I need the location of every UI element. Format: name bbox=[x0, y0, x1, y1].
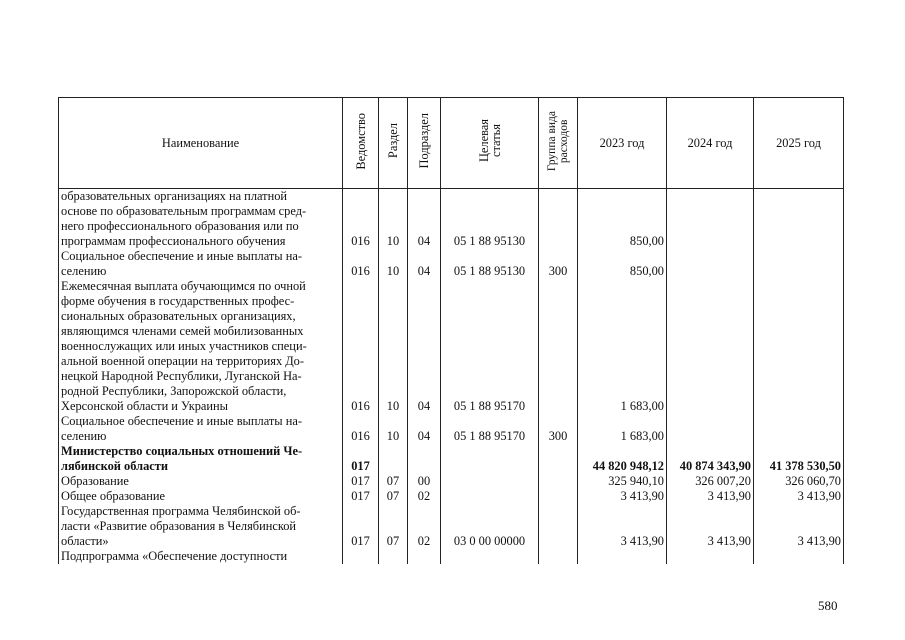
cell-name bbox=[59, 249, 343, 279]
cell-razdel: 10 bbox=[379, 249, 408, 279]
cell-name bbox=[59, 414, 343, 444]
cell-name bbox=[59, 504, 343, 549]
page-number: 580 bbox=[818, 598, 838, 613]
header-razdel: Раздел bbox=[379, 98, 408, 189]
cell-2023: 325 940,10 bbox=[578, 474, 667, 489]
cell-gruppa-vida bbox=[539, 474, 578, 489]
cell-razdel: 10 bbox=[379, 189, 408, 250]
name-line: Министерство социальных отношений Че- bbox=[61, 444, 303, 458]
name-line: образовательных организациях на платной bbox=[61, 189, 288, 203]
cell-2024 bbox=[667, 279, 754, 414]
table-row bbox=[59, 414, 844, 444]
cell-name bbox=[59, 444, 343, 474]
cell-vedomstvo: 017 bbox=[343, 474, 379, 489]
cell-2023 bbox=[578, 549, 667, 564]
cell-celevaya-statya: 05 1 88 95130 bbox=[441, 189, 539, 250]
cell-podrazdel: 04 bbox=[408, 279, 441, 414]
header-vedomstvo: Ведомство bbox=[343, 98, 379, 189]
name-line: военнослужащих или иных участников специ- bbox=[61, 339, 307, 353]
name-line: программам профессионального обучения bbox=[61, 234, 286, 248]
header-2024: 2024 год bbox=[667, 98, 754, 189]
table-row bbox=[59, 504, 844, 549]
cell-name bbox=[59, 549, 343, 564]
table-row bbox=[59, 279, 844, 414]
name-line: Херсонской области и Украины bbox=[61, 399, 229, 413]
cell-vedomstvo bbox=[343, 549, 379, 564]
cell-razdel: 10 bbox=[379, 279, 408, 414]
header-2025: 2025 год bbox=[754, 98, 844, 189]
cell-2023: 1 683,00 bbox=[578, 279, 667, 414]
cell-2025: 326 060,70 bbox=[754, 474, 844, 489]
cell-2025: 41 378 530,50 bbox=[754, 444, 844, 474]
cell-celevaya-statya bbox=[441, 474, 539, 489]
cell-2023: 1 683,00 bbox=[578, 414, 667, 444]
table-body bbox=[59, 189, 844, 565]
name-line: Общее образование bbox=[61, 489, 166, 503]
cell-2023: 850,00 bbox=[578, 249, 667, 279]
cell-vedomstvo: 016 bbox=[343, 279, 379, 414]
table-row bbox=[59, 489, 844, 504]
cell-vedomstvo: 017 bbox=[343, 489, 379, 504]
table-row bbox=[59, 474, 844, 489]
cell-podrazdel: 02 bbox=[408, 489, 441, 504]
name-line: ласти «Развитие образования в Челябинской bbox=[61, 519, 297, 533]
cell-2023: 850,00 bbox=[578, 189, 667, 250]
cell-celevaya-statya: 05 1 88 95130 bbox=[441, 249, 539, 279]
cell-podrazdel: 02 bbox=[408, 504, 441, 549]
cell-vedomstvo: 017 bbox=[343, 504, 379, 549]
table-row bbox=[59, 189, 844, 250]
cell-razdel bbox=[379, 444, 408, 474]
cell-gruppa-vida bbox=[539, 444, 578, 474]
cell-2024 bbox=[667, 414, 754, 444]
cell-celevaya-statya bbox=[441, 444, 539, 474]
cell-razdel: 07 bbox=[379, 504, 408, 549]
cell-2025 bbox=[754, 414, 844, 444]
cell-podrazdel bbox=[408, 549, 441, 564]
cell-name bbox=[59, 279, 343, 414]
header-podrazdel: Подраздел bbox=[408, 98, 441, 189]
cell-vedomstvo: 016 bbox=[343, 414, 379, 444]
cell-gruppa-vida: 300 bbox=[539, 414, 578, 444]
cell-razdel: 07 bbox=[379, 489, 408, 504]
cell-2023: 3 413,90 bbox=[578, 489, 667, 504]
name-line: нецкой Народной Республики, Луганской На- bbox=[61, 369, 302, 383]
name-line: селению bbox=[61, 429, 107, 443]
name-line: Ежемесячная выплата обучающимся по очной bbox=[61, 279, 306, 293]
cell-gruppa-vida bbox=[539, 279, 578, 414]
name-line: сиональных образовательных организациях, bbox=[61, 309, 296, 323]
cell-2025 bbox=[754, 549, 844, 564]
name-line: Подпрограмма «Обеспечение доступности bbox=[61, 549, 288, 563]
cell-celevaya-statya bbox=[441, 489, 539, 504]
name-line: альной военной операции на территориях До- bbox=[61, 354, 305, 368]
cell-name bbox=[59, 474, 343, 489]
cell-2025: 3 413,90 bbox=[754, 489, 844, 504]
table-row bbox=[59, 249, 844, 279]
cell-2024: 40 874 343,90 bbox=[667, 444, 754, 474]
cell-celevaya-statya: 05 1 88 95170 bbox=[441, 279, 539, 414]
name-line: родной Республики, Запорожской области, bbox=[61, 384, 287, 398]
name-line: селению bbox=[61, 264, 107, 278]
cell-celevaya-statya: 03 0 00 00000 bbox=[441, 504, 539, 549]
name-line: него профессионального образования или по bbox=[61, 219, 299, 233]
name-line: Образование bbox=[61, 474, 129, 488]
header-2023: 2023 год bbox=[578, 98, 667, 189]
header-row bbox=[59, 98, 844, 189]
cell-podrazdel: 04 bbox=[408, 414, 441, 444]
cell-vedomstvo: 016 bbox=[343, 249, 379, 279]
name-line: основе по образовательным программам сред- bbox=[61, 204, 307, 218]
name-line: лябинской области bbox=[61, 459, 168, 473]
name-line: области» bbox=[61, 534, 109, 548]
cell-2024: 3 413,90 bbox=[667, 489, 754, 504]
table-row bbox=[59, 549, 844, 564]
cell-gruppa-vida bbox=[539, 189, 578, 250]
header-gruppa-vida-rashodov: Группа вида расходов bbox=[539, 98, 578, 189]
cell-2024 bbox=[667, 189, 754, 250]
cell-2023: 3 413,90 bbox=[578, 504, 667, 549]
cell-celevaya-statya bbox=[441, 549, 539, 564]
cell-name bbox=[59, 189, 343, 250]
cell-name bbox=[59, 489, 343, 504]
cell-podrazdel: 04 bbox=[408, 189, 441, 250]
cell-gruppa-vida bbox=[539, 489, 578, 504]
cell-2025 bbox=[754, 279, 844, 414]
cell-vedomstvo: 017 bbox=[343, 444, 379, 474]
name-line: форме обучения в государственных профес- bbox=[61, 294, 295, 308]
cell-2024 bbox=[667, 249, 754, 279]
cell-celevaya-statya: 05 1 88 95170 bbox=[441, 414, 539, 444]
cell-2024: 326 007,20 bbox=[667, 474, 754, 489]
cell-2023: 44 820 948,12 bbox=[578, 444, 667, 474]
cell-gruppa-vida bbox=[539, 504, 578, 549]
header-celevaya-statya: Целевая статья bbox=[441, 98, 539, 189]
cell-razdel: 10 bbox=[379, 414, 408, 444]
cell-vedomstvo: 016 bbox=[343, 189, 379, 250]
cell-podrazdel bbox=[408, 444, 441, 474]
cell-gruppa-vida bbox=[539, 549, 578, 564]
cell-podrazdel: 04 bbox=[408, 249, 441, 279]
name-line: Социальное обеспечение и иные выплаты на- bbox=[61, 414, 302, 428]
name-line: Социальное обеспечение и иные выплаты на- bbox=[61, 249, 302, 263]
cell-gruppa-vida: 300 bbox=[539, 249, 578, 279]
cell-2024: 3 413,90 bbox=[667, 504, 754, 549]
budget-table bbox=[58, 97, 844, 564]
cell-podrazdel: 00 bbox=[408, 474, 441, 489]
cell-razdel: 07 bbox=[379, 474, 408, 489]
cell-2025: 3 413,90 bbox=[754, 504, 844, 549]
name-line: являющимся членами семей мобилизованных bbox=[61, 324, 304, 338]
cell-2024 bbox=[667, 549, 754, 564]
cell-razdel bbox=[379, 549, 408, 564]
name-line: Государственная программа Челябинской об- bbox=[61, 504, 301, 518]
cell-2025 bbox=[754, 249, 844, 279]
table-row bbox=[59, 444, 844, 474]
header-name: Наименование bbox=[59, 98, 343, 189]
cell-2025 bbox=[754, 189, 844, 250]
